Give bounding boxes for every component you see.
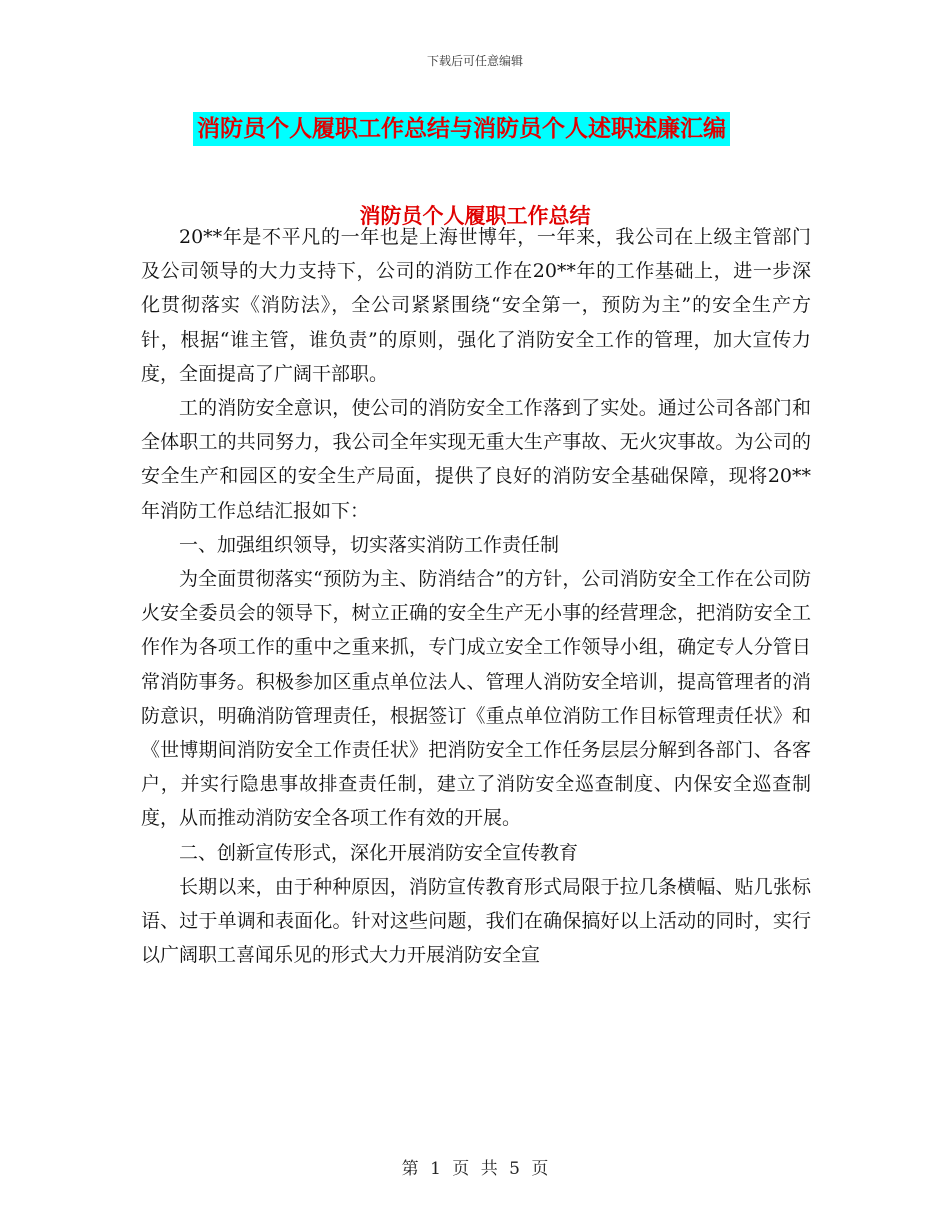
header-note: 下载后可任意编辑 [426, 54, 523, 68]
section-title: 消防员个人履职工作总结 [359, 204, 591, 228]
paragraph-heading: 二、创新宣传形式，深化开展消防安全宣传教育 [179, 841, 579, 864]
body-text [141, 220, 811, 972]
page-footer: 第 1 页 共 5 页 [401, 1159, 549, 1179]
paragraph: 长期以来，由于种种原因，消防宣传教育形式局限于拉几条横幅、贴几张标语、过于单调和表面化。针对这些问题，我们在确保搞好以上活动的同时，实行以广阔职工喜闻乐见的形式大力开展消防安全宣 [141, 875, 811, 967]
paragraph: 工的消防安全意识，使公司的消防安全工作落到了实处。通过公司各部门和全体职工的共同努力，我公司全年实现无重大生产事故、无火灾事故。为公司的安全生产和园区的安全生产局面，提供了良好的消防安全基础保障，现将20**年消防工作总结汇报如下： [141, 397, 811, 522]
paragraph: 为全面贯彻落实“预防为主、防消结合”的方针，公司消防安全工作在公司防火安全委员会的领导下，树立正确的安全生产无小事的经营理念，把消防安全工作作为各项工作的重中之重来抓，专门成立安全工作领导小组，确定专人分管日常消防事务。积极参加区重点单位法人、管理人消防安全培训，提高管理者的消防意识，明确消防管理责任，根据签订《重点单位消防工作目标管理责任状》和《世博期间消防安全工作责任状》把消防安全工作任务层层分解到各部门、各客户，并实行隐患事故排查责任制，建立了消防安全巡查制度、内保安全巡查制度，从而推动消防安全各项工作有效的开展。 [141, 568, 811, 830]
paragraph: 20**年是不平凡的一年也是上海世博年，一年来，我公司在上级主管部门及公司领导的大力支持下，公司的消防工作在20**年的工作基础上，进一步深化贯彻落实《消防法》，全公司紧紧围绕“安全第一，预防为主”的安全生产方针，根据“谁主管，谁负责”的原则，强化了消防安全工作的管理，加大宣传力度，全面提高了广阔干部职。 [141, 226, 811, 385]
paragraph-heading: 一、加强组织领导，切实落实消防工作责任制 [179, 533, 560, 556]
document-title: 消防员个人履职工作总结与消防员个人述职述廉汇编 [193, 112, 730, 146]
